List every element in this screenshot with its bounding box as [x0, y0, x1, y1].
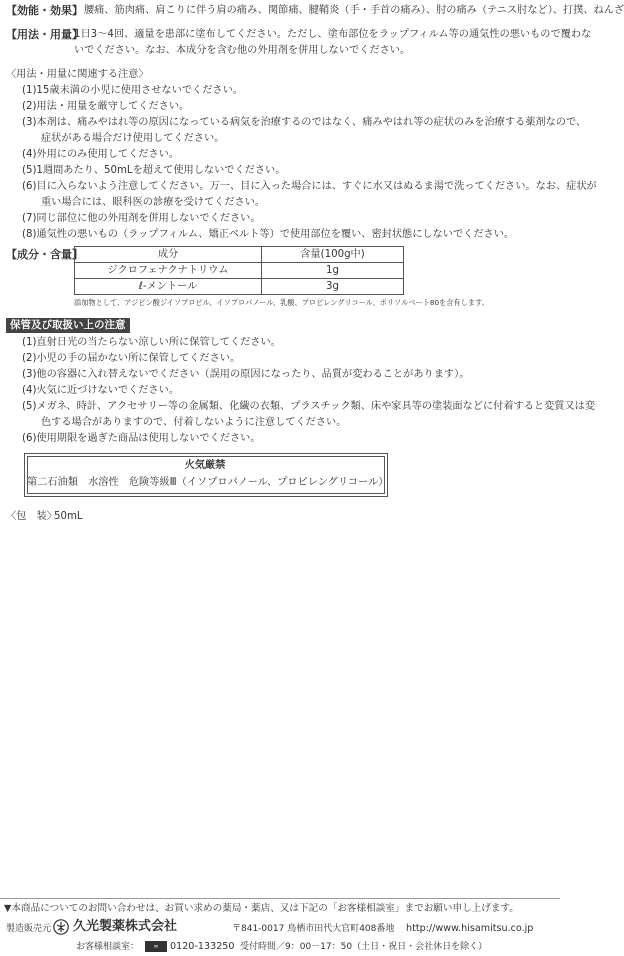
package-value: 50mL [54, 511, 83, 522]
company-name: 久光製薬株式会社 [73, 919, 178, 934]
storage-label: 保管及び取扱い上の注意 [6, 318, 130, 333]
effects-text: 腰痛、筋肉痛、肩こりに伴う肩の痛み、関節痛、腱鞘炎（手・手首の痛み）、肘の痛み（テニス肘など）、打撲、ねんざ [84, 5, 624, 16]
package-label: 〈包 装〉 [6, 511, 57, 522]
ingredients-table [74, 246, 404, 295]
storage-note: 色する場合がありますので、付着しないように注意してください。 [41, 417, 347, 428]
table-header-cell: 成分 [75, 247, 262, 263]
company-logo-icon [53, 919, 69, 935]
usage-note: (7)同じ部位に他の外用剤を併用しないでください。 [22, 213, 261, 224]
table-row [75, 263, 404, 279]
effects-label: 【効能・効果】 [6, 4, 83, 17]
fire-warning-text: 第二石油類 水溶性 危険等級Ⅲ（イソプロパノール、プロピレングリコール） [27, 477, 389, 488]
ingredient-name: ジクロフェナクナトリウム [75, 263, 262, 279]
usage-label: 【用法・用量】 [6, 28, 83, 41]
consult-hours: 受付時間／9：00－17：50（土日・祝日・会社休日を除く） [240, 942, 488, 952]
seller-label: 製造販売元 [6, 924, 52, 934]
ingredient-amount: 1g [262, 263, 404, 279]
company-url[interactable]: http://www.hisamitsu.co.jp [406, 923, 534, 934]
usage-note: (5)1週間あたり、50mLを超えて使用しないでください。 [22, 165, 286, 176]
storage-note: (5)メガネ、時計、アクセサリー等の金属類、化繊の衣類、プラスチック類、床や家具等の塗装面などに付着すると変質又は変 [22, 401, 596, 412]
footer-divider [0, 898, 560, 899]
fire-warning-title: 火気厳禁 [184, 460, 226, 471]
usage-note: (6)目に入らないよう注意してください。万一、目に入った場合には、すぐに水又はぬるま湯で洗ってください。なお、症状が [22, 181, 597, 192]
inquiry-text: ▼本商品についてのお問い合わせは、お買い求めの薬局・薬店、又は下記の「お客様相談室」までお願い申し上げます。 [4, 903, 519, 914]
usage-line-1: 1日3～4回、適量を患部に塗布してください。ただし、塗布部位をラップフィルム等の通気性の悪いもので覆わな [74, 29, 592, 40]
storage-note: (3)他の容器に入れ替えないでください（誤用の原因になったり、品質が変わることがあります）。 [22, 369, 470, 380]
usage-note: (3)本剤は、痛みやはれ等の原因になっている病気を治療するのではなく、痛みやはれ等の症状のみを治療する薬剤なので、 [22, 117, 587, 128]
usage-note: (1)15歳未満の小児に使用させないでください。 [22, 85, 243, 96]
ingredient-name: ℓ-メントール [75, 279, 262, 295]
usage-note: 症状がある場合だけ使用してください。 [41, 133, 225, 144]
additives-note: 添加物として、アジピン酸ジイソプロピル、イソプロパノール、乳酸、プロピレングリコール、ポリソルベート80を含有します。 [74, 298, 489, 307]
usage-note: (4)外用にのみ使用してください。 [22, 149, 180, 160]
storage-note: (4)火気に近づけないでください。 [22, 385, 180, 396]
table-row [75, 279, 404, 295]
usage-line-2: いでください。なお、本成分を含む他の外用剤を併用しないでください。 [74, 45, 411, 56]
ingredients-label: 【成分・含量】 [6, 248, 83, 261]
consult-label: お客様相談室： [76, 942, 140, 952]
usage-note: (2)用法・用量を厳守してください。 [22, 101, 190, 112]
freedial-icon: ∞ [145, 941, 167, 952]
storage-note: (2)小児の手の届かない所に保管してください。 [22, 353, 241, 364]
freedial-number[interactable]: 0120-133250 [170, 941, 235, 952]
usage-notes-heading: 〈用法・用量に関連する注意〉 [6, 69, 149, 80]
table-header-cell: 含量(100g中) [262, 247, 404, 263]
storage-note: (1)直射日光の当たらない涼しい所に保管してください。 [22, 337, 281, 348]
storage-note: (6)使用期限を過ぎた商品は使用しないでください。 [22, 433, 261, 444]
usage-note: 重い場合には、眼科医の診療を受けてください。 [41, 197, 266, 208]
table-row [75, 247, 404, 263]
ingredient-amount: 3g [262, 279, 404, 295]
usage-note: (8)通気性の悪いもの（ラップフィルム、矯正ベルト等）で使用部位を覆い、密封状態にしないでください。 [22, 229, 515, 240]
company-address: 〒841-0017 鳥栖市田代大官町408番地 [232, 924, 395, 934]
